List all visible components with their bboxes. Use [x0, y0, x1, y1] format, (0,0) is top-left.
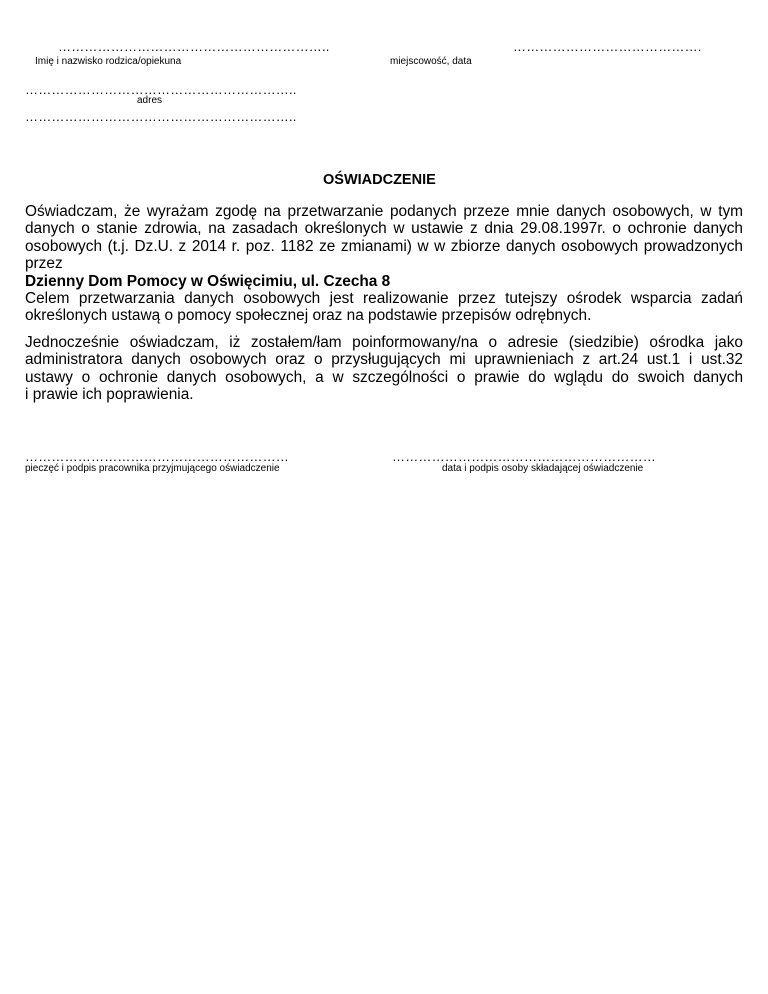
institution-name: Dzienny Dom Pomocy w Oświęcimiu, ul. Czecha 8 — [25, 272, 391, 290]
place-date-label: miejscowość, data — [390, 56, 472, 67]
information-paragraph — [25, 334, 743, 404]
declarant-signature-label: data i podpis osoby składającej oświadczenie — [442, 463, 644, 474]
name-label: Imię i nazwisko rodzica/opiekuna — [35, 56, 182, 67]
purpose-line-1: Celem przetwarzania danych osobowych jest realizowanie przez tutejszy ośrodek wsparcia zadań — [25, 290, 743, 308]
address-dots-line-2: …………………………………………………….. — [25, 109, 297, 124]
consent-line-4: przez — [25, 255, 63, 273]
info-line-2: administratora danych osobowych oraz o przysługujących mi uprawnieniach z art.24 ust.1 i ust.32 — [25, 351, 743, 369]
address-label: adres — [137, 95, 163, 106]
employee-signature-label: pieczęć i podpis pracownika przyjmującego oświadczenie — [25, 463, 280, 474]
consent-line-3: osobowych (t.j. Dz.U. z 2014 r. poz. 1182 ze zmianami) w w zbiorze danych osobowych prowadzonych — [25, 237, 743, 255]
document-title: OŚWIADCZENIE — [323, 172, 436, 188]
info-line-3: ustawy o ochronie danych osobowych, a w szczególności o prawie do wglądu do swoich danych — [25, 368, 743, 386]
info-line-1: Jednocześnie oświadczam, iż zostałem/łam poinformowany/na o adresie (siedzibie) ośrodka jako — [25, 334, 743, 351]
place-date-dots-line: ……………………………………. — [513, 39, 702, 54]
declarant-signature-dots-line: …………………………………………………… — [392, 449, 656, 464]
address-dots-line-1: …………………………………………………….. — [25, 82, 297, 97]
purpose-line-2: określonych ustawą o pomocy społecznej oraz na podstawie przepisów odrębnych. — [25, 307, 592, 325]
name-dots-line: …………………………………………………….. — [58, 39, 330, 54]
consent-line-1: Oświadczam, że wyrażam zgodę na przetwarzanie podanych przeze mnie danych osobowych, w tym — [25, 203, 743, 220]
employee-signature-dots-line: …………………………………………………… — [25, 449, 289, 464]
consent-line-2: danych o stanie zdrowia, na zasadach określonych w ustawie z dnia 29.08.1997r. o ochronie danych — [25, 220, 743, 238]
consent-paragraph — [25, 203, 743, 325]
info-line-4: i prawie ich poprawienia. — [25, 386, 194, 404]
